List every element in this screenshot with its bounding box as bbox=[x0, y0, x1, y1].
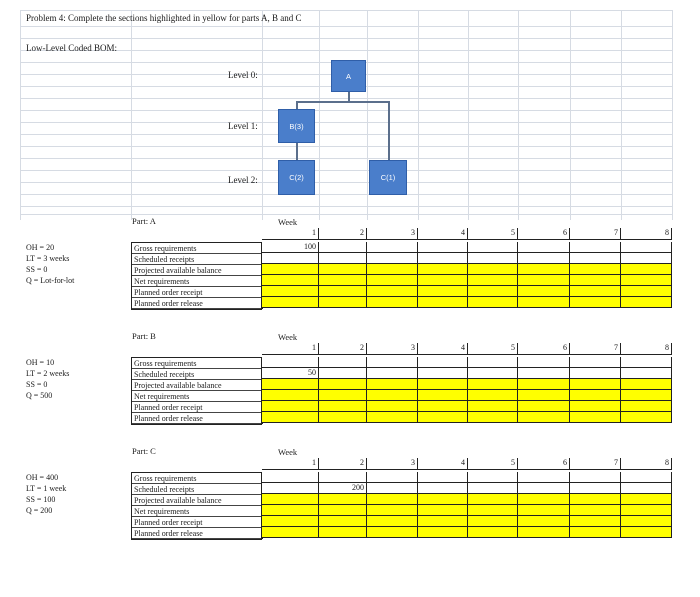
answer-cell[interactable] bbox=[418, 401, 468, 412]
given-cell bbox=[518, 368, 570, 379]
given-cell bbox=[262, 357, 319, 368]
week-header: Week bbox=[278, 332, 298, 342]
answer-cell[interactable] bbox=[468, 286, 518, 297]
gridline bbox=[20, 134, 672, 135]
answer-cell[interactable] bbox=[468, 516, 518, 527]
given-cell bbox=[468, 253, 518, 264]
bom-node-b: B(3) bbox=[278, 109, 315, 143]
answer-cell[interactable] bbox=[468, 505, 518, 516]
row-label: Projected available balance bbox=[132, 380, 261, 391]
gridline bbox=[20, 214, 672, 215]
gridline bbox=[20, 10, 672, 11]
week-number-cell: 6 bbox=[518, 458, 570, 470]
answer-cell[interactable] bbox=[319, 527, 367, 538]
answer-cell[interactable] bbox=[418, 275, 468, 286]
part-parameter: SS = 0 bbox=[26, 265, 48, 274]
given-cell bbox=[570, 472, 621, 483]
given-cell bbox=[262, 472, 319, 483]
answer-cell[interactable] bbox=[518, 379, 570, 390]
answer-cell[interactable] bbox=[518, 286, 570, 297]
week-number-cell: 7 bbox=[570, 458, 621, 470]
given-cell bbox=[468, 483, 518, 494]
part-parameter: OH = 400 bbox=[26, 473, 59, 482]
gridline bbox=[672, 10, 673, 220]
given-cell bbox=[367, 472, 418, 483]
answer-cell[interactable] bbox=[262, 286, 319, 297]
answer-cell[interactable] bbox=[518, 264, 570, 275]
row-label-column bbox=[131, 357, 262, 425]
given-cell bbox=[418, 242, 468, 253]
bom-connector bbox=[296, 101, 389, 103]
week-number-cell: 8 bbox=[621, 343, 672, 355]
part-parameter: LT = 3 weeks bbox=[26, 254, 70, 263]
week-number-cell: 2 bbox=[319, 458, 367, 470]
week-number-cell: 6 bbox=[518, 343, 570, 355]
part-label: Part: C bbox=[132, 446, 156, 456]
answer-cell[interactable] bbox=[262, 412, 319, 423]
week-number-cell: 6 bbox=[518, 228, 570, 240]
answer-cell[interactable] bbox=[367, 494, 418, 505]
answer-cell[interactable] bbox=[621, 516, 672, 527]
given-cell bbox=[319, 253, 367, 264]
week-number-cell: 4 bbox=[418, 458, 468, 470]
part-parameter: LT = 2 weeks bbox=[26, 369, 70, 378]
answer-cell[interactable] bbox=[621, 494, 672, 505]
given-cell bbox=[367, 368, 418, 379]
gridline bbox=[20, 194, 672, 195]
week-number-cell: 5 bbox=[468, 228, 518, 240]
answer-cell[interactable] bbox=[570, 297, 621, 308]
row-label: Gross requirements bbox=[132, 243, 261, 254]
week-number-cell: 7 bbox=[570, 228, 621, 240]
answer-cell[interactable] bbox=[367, 516, 418, 527]
given-cell bbox=[367, 483, 418, 494]
answer-cell[interactable] bbox=[621, 390, 672, 401]
answer-cell[interactable] bbox=[367, 505, 418, 516]
given-cell bbox=[418, 472, 468, 483]
given-cell: 200 bbox=[319, 483, 367, 494]
gridline bbox=[20, 122, 672, 123]
given-cell bbox=[367, 253, 418, 264]
row-label: Projected available balance bbox=[132, 495, 261, 506]
answer-cell[interactable] bbox=[418, 264, 468, 275]
answer-cell[interactable] bbox=[262, 264, 319, 275]
answer-cell[interactable] bbox=[319, 505, 367, 516]
answer-cell[interactable] bbox=[570, 264, 621, 275]
row-label: Gross requirements bbox=[132, 358, 261, 369]
week-number-cell: 3 bbox=[367, 228, 418, 240]
row-label: Planned order receipt bbox=[132, 402, 261, 413]
answer-cell[interactable] bbox=[570, 494, 621, 505]
gridline bbox=[20, 170, 672, 171]
answer-cell[interactable] bbox=[367, 390, 418, 401]
bom-node-c-under-b: C(2) bbox=[278, 160, 315, 195]
gridline bbox=[367, 10, 368, 220]
level-2-label: Level 2: bbox=[228, 175, 258, 185]
answer-cell[interactable] bbox=[570, 527, 621, 538]
answer-cell[interactable] bbox=[367, 264, 418, 275]
answer-cell[interactable] bbox=[367, 412, 418, 423]
level-1-label: Level 1: bbox=[228, 121, 258, 131]
gridline bbox=[20, 10, 21, 220]
answer-cell[interactable] bbox=[518, 390, 570, 401]
given-cell: 50 bbox=[262, 368, 319, 379]
answer-cell[interactable] bbox=[319, 264, 367, 275]
answer-cell[interactable] bbox=[319, 297, 367, 308]
given-cell bbox=[367, 242, 418, 253]
given-cell bbox=[468, 368, 518, 379]
bom-connector bbox=[388, 101, 390, 160]
answer-cell[interactable] bbox=[319, 275, 367, 286]
answer-cell[interactable] bbox=[570, 401, 621, 412]
answer-cell[interactable] bbox=[621, 286, 672, 297]
given-cell bbox=[570, 242, 621, 253]
answer-cell[interactable] bbox=[367, 297, 418, 308]
given-cell bbox=[367, 357, 418, 368]
gridline bbox=[20, 146, 672, 147]
bom-connector bbox=[296, 143, 298, 160]
given-cell bbox=[468, 242, 518, 253]
week-number-cell: 1 bbox=[262, 228, 319, 240]
answer-cell[interactable] bbox=[418, 505, 468, 516]
given-cell bbox=[570, 357, 621, 368]
row-label: Planned order release bbox=[132, 413, 261, 424]
answer-cell[interactable] bbox=[262, 275, 319, 286]
gridline bbox=[262, 10, 263, 220]
answer-cell[interactable] bbox=[570, 379, 621, 390]
answer-cell[interactable] bbox=[468, 494, 518, 505]
answer-cell[interactable] bbox=[367, 275, 418, 286]
gridline bbox=[20, 182, 672, 183]
week-number-cell: 8 bbox=[621, 228, 672, 240]
answer-cell[interactable] bbox=[418, 527, 468, 538]
answer-cell[interactable] bbox=[518, 401, 570, 412]
answer-cell[interactable] bbox=[570, 516, 621, 527]
week-header: Week bbox=[278, 447, 298, 457]
given-cell bbox=[518, 357, 570, 368]
answer-cell[interactable] bbox=[518, 412, 570, 423]
answer-cell[interactable] bbox=[319, 401, 367, 412]
answer-cell[interactable] bbox=[468, 401, 518, 412]
answer-cell[interactable] bbox=[621, 527, 672, 538]
answer-cell[interactable] bbox=[418, 412, 468, 423]
week-number-cell: 4 bbox=[418, 343, 468, 355]
row-label: Net requirements bbox=[132, 391, 261, 402]
part-parameter: SS = 0 bbox=[26, 380, 48, 389]
given-cell bbox=[319, 472, 367, 483]
part-label: Part: A bbox=[132, 216, 156, 226]
answer-cell[interactable] bbox=[468, 379, 518, 390]
given-cell bbox=[518, 472, 570, 483]
answer-cell[interactable] bbox=[468, 275, 518, 286]
row-label-column bbox=[131, 242, 262, 310]
answer-cell[interactable] bbox=[621, 412, 672, 423]
gridline bbox=[20, 158, 672, 159]
week-number-cell: 2 bbox=[319, 228, 367, 240]
week-number-cell: 3 bbox=[367, 458, 418, 470]
answer-cell[interactable] bbox=[570, 505, 621, 516]
answer-cell[interactable] bbox=[319, 286, 367, 297]
week-header: Week bbox=[278, 217, 298, 227]
given-cell bbox=[518, 242, 570, 253]
answer-cell[interactable] bbox=[621, 401, 672, 412]
answer-cell[interactable] bbox=[262, 505, 319, 516]
gridline bbox=[518, 10, 519, 220]
answer-cell[interactable] bbox=[418, 297, 468, 308]
given-cell bbox=[570, 368, 621, 379]
answer-cell[interactable] bbox=[621, 505, 672, 516]
given-cell bbox=[418, 253, 468, 264]
given-cell bbox=[621, 368, 672, 379]
answer-cell[interactable] bbox=[418, 516, 468, 527]
given-cell bbox=[518, 483, 570, 494]
answer-cell[interactable] bbox=[468, 297, 518, 308]
given-cell bbox=[418, 483, 468, 494]
given-cell bbox=[319, 242, 367, 253]
answer-cell[interactable] bbox=[570, 390, 621, 401]
gridline bbox=[131, 10, 132, 220]
answer-cell[interactable] bbox=[262, 390, 319, 401]
answer-cell[interactable] bbox=[468, 390, 518, 401]
answer-cell[interactable] bbox=[319, 412, 367, 423]
row-label: Planned order receipt bbox=[132, 287, 261, 298]
answer-cell[interactable] bbox=[367, 527, 418, 538]
given-cell bbox=[621, 357, 672, 368]
answer-cell[interactable] bbox=[262, 527, 319, 538]
given-cell bbox=[621, 242, 672, 253]
bom-node-c-under-a: C(1) bbox=[369, 160, 407, 195]
row-label-column bbox=[131, 472, 262, 540]
answer-cell[interactable] bbox=[518, 494, 570, 505]
answer-cell[interactable] bbox=[262, 379, 319, 390]
given-cell bbox=[518, 253, 570, 264]
part-parameter: LT = 1 week bbox=[26, 484, 67, 493]
answer-cell[interactable] bbox=[570, 286, 621, 297]
given-cell bbox=[570, 483, 621, 494]
answer-cell[interactable] bbox=[518, 297, 570, 308]
gridline bbox=[20, 38, 672, 39]
answer-cell[interactable] bbox=[518, 275, 570, 286]
row-label: Gross requirements bbox=[132, 473, 261, 484]
row-label: Net requirements bbox=[132, 506, 261, 517]
given-cell bbox=[319, 357, 367, 368]
part-parameter: Q = Lot-for-lot bbox=[26, 276, 75, 285]
gridline bbox=[20, 98, 672, 99]
row-label: Projected available balance bbox=[132, 265, 261, 276]
row-label: Planned order release bbox=[132, 528, 261, 539]
answer-cell[interactable] bbox=[518, 516, 570, 527]
answer-cell[interactable] bbox=[367, 286, 418, 297]
part-parameter: SS = 100 bbox=[26, 495, 56, 504]
answer-cell[interactable] bbox=[367, 401, 418, 412]
given-cell bbox=[621, 483, 672, 494]
answer-cell[interactable] bbox=[621, 275, 672, 286]
gridline bbox=[319, 10, 320, 220]
answer-cell[interactable] bbox=[319, 379, 367, 390]
given-cell bbox=[262, 483, 319, 494]
week-number-cell: 4 bbox=[418, 228, 468, 240]
bom-connector bbox=[296, 101, 298, 109]
week-number-cell: 5 bbox=[468, 458, 518, 470]
answer-cell[interactable] bbox=[518, 527, 570, 538]
row-label: Scheduled receipts bbox=[132, 254, 261, 265]
answer-cell[interactable] bbox=[468, 527, 518, 538]
answer-cell[interactable] bbox=[621, 297, 672, 308]
answer-cell[interactable] bbox=[518, 505, 570, 516]
gridline bbox=[20, 206, 672, 207]
answer-cell[interactable] bbox=[367, 379, 418, 390]
row-label: Planned order receipt bbox=[132, 517, 261, 528]
answer-cell[interactable] bbox=[418, 286, 468, 297]
gridline bbox=[621, 10, 622, 220]
given-cell bbox=[418, 357, 468, 368]
gridline bbox=[468, 10, 469, 220]
row-label: Planned order release bbox=[132, 298, 261, 309]
answer-cell[interactable] bbox=[262, 516, 319, 527]
gridline bbox=[20, 110, 672, 111]
bom-label: Low-Level Coded BOM: bbox=[26, 43, 117, 53]
given-cell bbox=[468, 357, 518, 368]
part-parameter: Q = 200 bbox=[26, 506, 53, 515]
week-number-cell: 1 bbox=[262, 458, 319, 470]
problem-title: Problem 4: Complete the sections highlighted in yellow for parts A, B and C bbox=[26, 13, 302, 23]
part-parameter: Q = 500 bbox=[26, 391, 53, 400]
given-cell bbox=[621, 472, 672, 483]
row-label: Scheduled receipts bbox=[132, 484, 261, 495]
answer-cell[interactable] bbox=[621, 379, 672, 390]
answer-cell[interactable] bbox=[418, 494, 468, 505]
answer-cell[interactable] bbox=[319, 494, 367, 505]
answer-cell[interactable] bbox=[570, 275, 621, 286]
answer-cell[interactable] bbox=[468, 264, 518, 275]
week-number-cell: 3 bbox=[367, 343, 418, 355]
answer-cell[interactable] bbox=[262, 297, 319, 308]
gridline bbox=[20, 50, 672, 51]
week-number-cell: 8 bbox=[621, 458, 672, 470]
given-cell bbox=[262, 253, 319, 264]
week-number-cell: 1 bbox=[262, 343, 319, 355]
week-number-cell: 7 bbox=[570, 343, 621, 355]
answer-cell[interactable] bbox=[621, 264, 672, 275]
answer-cell[interactable] bbox=[319, 390, 367, 401]
given-cell bbox=[621, 253, 672, 264]
part-label: Part: B bbox=[132, 331, 156, 341]
answer-cell[interactable] bbox=[418, 379, 468, 390]
answer-cell[interactable] bbox=[319, 516, 367, 527]
week-number-cell: 2 bbox=[319, 343, 367, 355]
gridline bbox=[20, 26, 672, 27]
gridline bbox=[418, 10, 419, 220]
part-parameter: OH = 10 bbox=[26, 358, 55, 367]
given-cell bbox=[418, 368, 468, 379]
bom-node-a: A bbox=[331, 60, 366, 92]
given-cell: 100 bbox=[262, 242, 319, 253]
week-number-cell: 5 bbox=[468, 343, 518, 355]
row-label: Net requirements bbox=[132, 276, 261, 287]
answer-cell[interactable] bbox=[262, 401, 319, 412]
given-cell bbox=[468, 472, 518, 483]
level-0-label: Level 0: bbox=[228, 70, 258, 80]
given-cell bbox=[319, 368, 367, 379]
gridline bbox=[570, 10, 571, 220]
row-label: Scheduled receipts bbox=[132, 369, 261, 380]
answer-cell[interactable] bbox=[418, 390, 468, 401]
answer-cell[interactable] bbox=[468, 412, 518, 423]
given-cell bbox=[570, 253, 621, 264]
part-parameter: OH = 20 bbox=[26, 243, 55, 252]
answer-cell[interactable] bbox=[570, 412, 621, 423]
answer-cell[interactable] bbox=[262, 494, 319, 505]
